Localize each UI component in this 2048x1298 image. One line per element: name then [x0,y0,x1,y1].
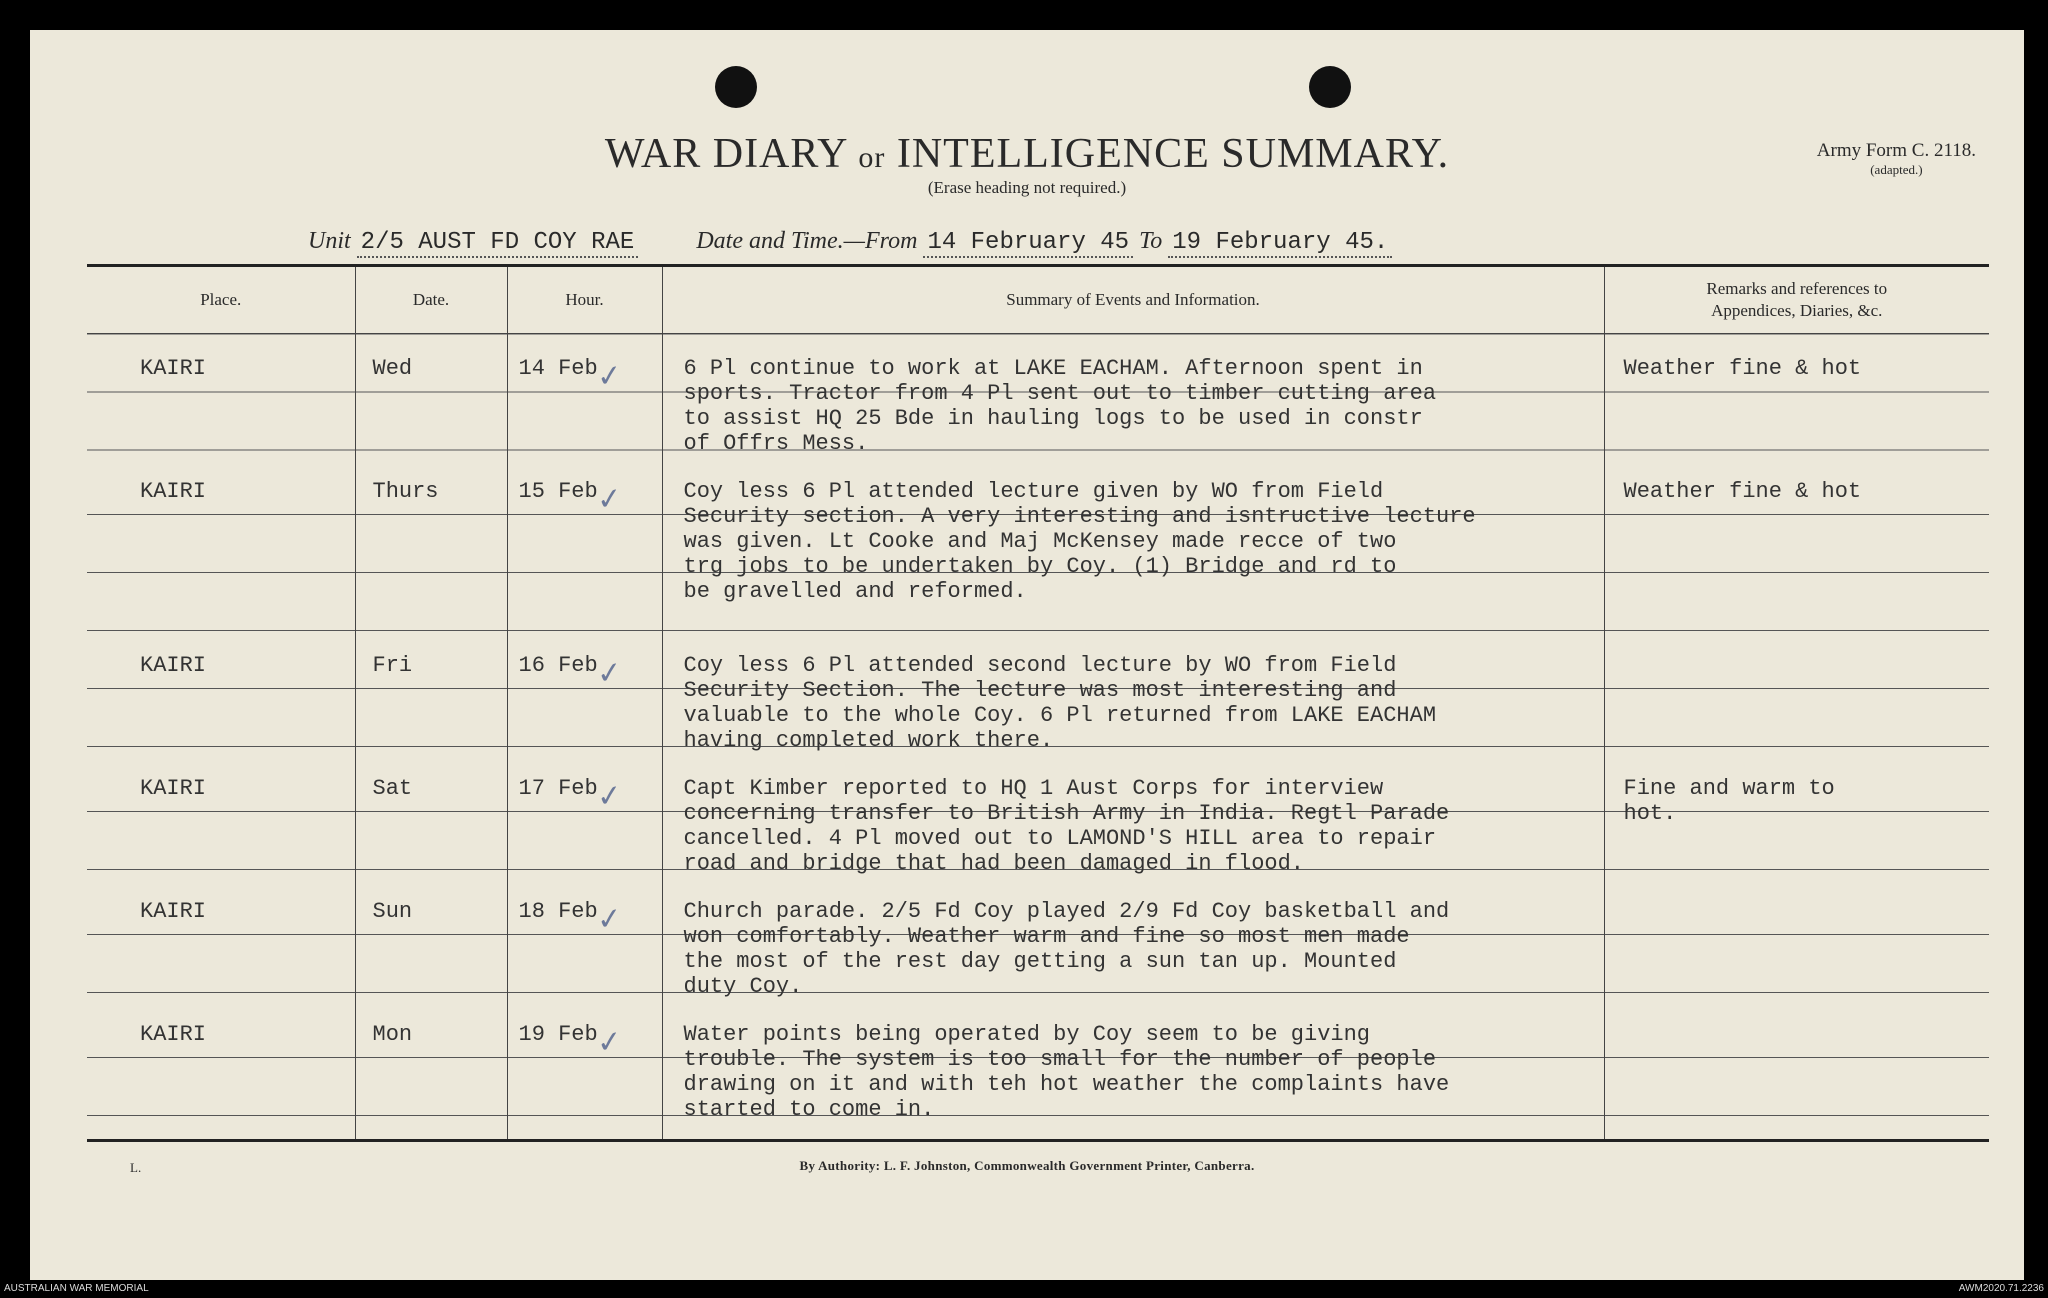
checkmark-icon: ✓ [594,1023,624,1062]
row-day: Fri [372,653,413,678]
row-date: 14 Feb [518,356,598,381]
row-day: Mon [372,1022,413,1047]
table-row [87,334,1989,458]
date-to-value: 19 February 45. [1168,229,1392,258]
row-summary: 6 Pl continue to work at LAKE EACHAM. Afternoon spent in sports. Tractor from 4 Pl sent out to timber cutting area to assist HQ 25 Bde in hauling logs to be used in constr of Offrs Mess. [683,356,1437,456]
row-summary: Water points being operated by Coy seem to be giving trouble. The system is too small for the number of people drawing on it and with teh hot weather the complaints have started to come in. [683,1022,1450,1122]
column-header-remarks: Remarks and references to Appendices, Diaries, &c. [1604,266,1989,334]
checkmark-icon: ✓ [594,357,624,396]
row-remarks: Weather fine & hot [1623,356,1862,381]
row-remarks [1606,631,1989,653]
row-place: KAIRI [140,1022,207,1047]
row-summary: Coy less 6 Pl attended lecture given by WO from Field Security section. A very interesting and isntructive lecture was given. Lt Cooke and Maj McKensey made recce of two trg jobs to be undertaken by Coy. (1) Bridge and rd to be gravelled and reformed. [683,479,1476,604]
date-to-label: To [1139,228,1163,254]
row-place: KAIRI [140,899,207,924]
row-remarks: Weather fine & hot [1623,479,1862,504]
punch-hole-right [1309,66,1351,108]
column-header-summary: Summary of Events and Information. [662,266,1604,334]
page-title [30,130,2024,178]
diary-sheet [30,30,2024,1280]
row-remarks [1606,877,1989,899]
checkmark-icon: ✓ [594,900,624,939]
title-part-1: WAR DIARY [604,131,847,177]
column-header-date: Date. [355,266,507,334]
row-day: Wed [372,356,413,381]
row-place: KAIRI [140,479,207,504]
row-day: Thurs [372,479,439,504]
table-row [87,754,1989,877]
row-remarks: Fine and warm to hot. [1623,776,1835,826]
date-from-label: Date and Time.—From [696,228,918,254]
row-date: 15 Feb [518,479,598,504]
footer-authority: By Authority: L. F. Johnston, Commonwealth Government Printer, Canberra. [799,1158,1255,1173]
unit-value: 2/5 AUST FD COY RAE [357,229,639,258]
adapted-label: (adapted.) [1870,162,1923,177]
row-date: 19 Feb [518,1022,598,1047]
table-row [87,457,1989,631]
page-subtitle: (Erase heading not required.) [927,178,1127,197]
checkmark-icon: ✓ [594,654,624,693]
column-header-hour: Hour. [507,266,662,334]
table-header-row [87,266,1989,334]
date-from-value: 14 February 45 [923,229,1133,258]
checkmark-icon: ✓ [594,777,624,816]
unit-label: Unit [308,228,351,254]
checkmark-icon: ✓ [594,480,624,519]
row-date: 18 Feb [518,899,598,924]
army-form-number [1817,140,1976,178]
row-summary: Capt Kimber reported to HQ 1 Aust Corps for interview concerning transfer to British Army in India. Regtl Parade cancelled. 4 Pl moved out to LAMOND'S HILL area to repair road and bridge that had been damaged in flood. [683,776,1450,876]
row-day: Sun [372,899,413,924]
row-remarks [1606,1000,1989,1022]
table-row [87,1000,1989,1140]
watermark-right: AWM2020.71.2236 [1958,1283,2044,1294]
footer-left-mark: L. [130,1160,142,1175]
row-summary: Church parade. 2/5 Fd Coy played 2/9 Fd Coy basketball and won comfortably. Weather warm and fine so most men made the most of the rest day getting a sun tan up. Mounted duty Coy. [683,899,1450,999]
watermark-left: AUSTRALIAN WAR MEMORIAL [4,1283,149,1294]
row-place: KAIRI [140,356,207,381]
row-date: 17 Feb [518,776,598,801]
table-row [87,877,1989,1000]
column-header-place: Place. [87,266,355,334]
row-summary: Coy less 6 Pl attended second lecture by WO from Field Security Section. The lecture was most interesting and valuable to the whole Coy. 6 Pl returned from LAKE EACHAM having completed work there. [683,653,1437,753]
row-date: 16 Feb [518,653,598,678]
row-place: KAIRI [140,776,207,801]
row-place: KAIRI [140,653,207,678]
table-row [87,631,1989,754]
unit-line [308,228,1392,256]
punch-hole-left [715,66,757,108]
title-or: or [858,141,886,174]
army-form-label: Army Form C. 2118. [1816,140,1976,161]
row-day: Sat [372,776,413,801]
diary-table [87,264,1989,1142]
title-part-2: INTELLIGENCE SUMMARY. [896,131,1450,177]
